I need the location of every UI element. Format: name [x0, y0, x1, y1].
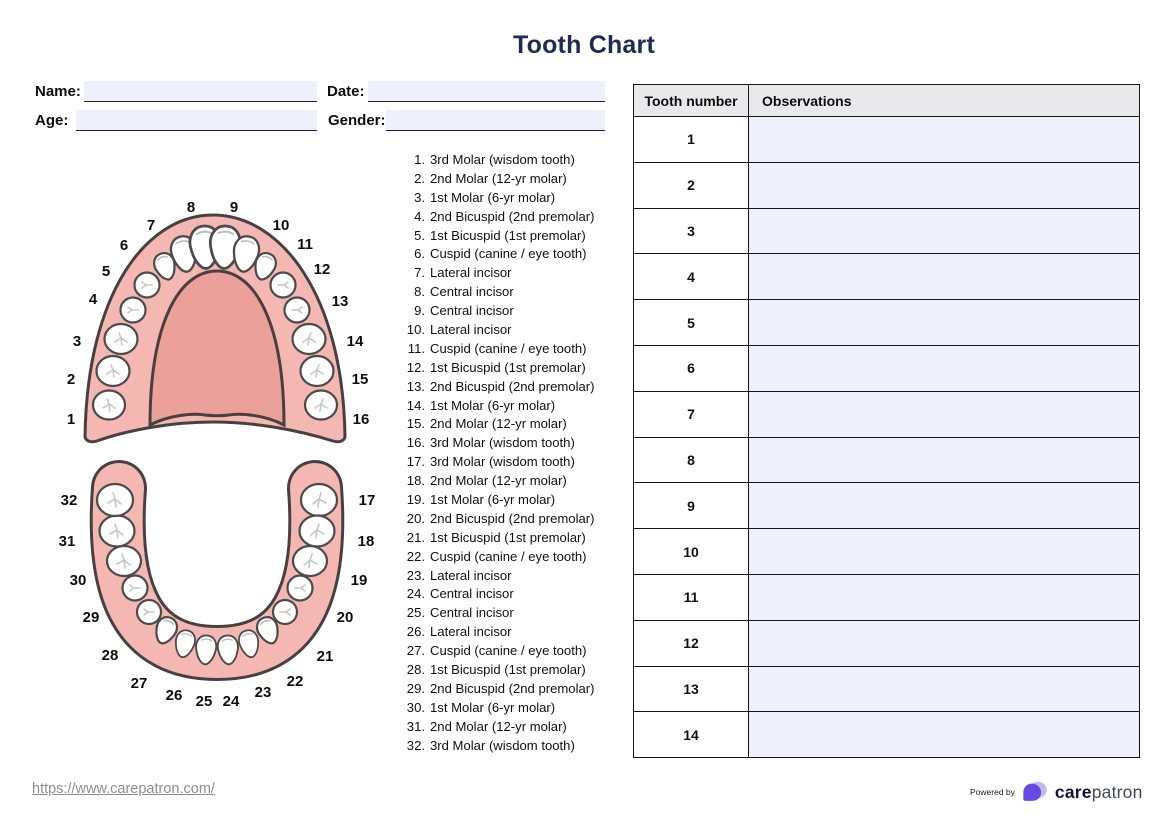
tooth-2: [97, 356, 130, 386]
tooth-number-cell: 2: [634, 162, 749, 208]
tooth-list-item: [399, 530, 614, 549]
list-item-number: 10.: [406, 322, 425, 338]
list-item-number: 23.: [406, 567, 425, 583]
tooth-list-item: [399, 549, 614, 568]
observation-cell[interactable]: [749, 529, 1140, 575]
list-item-name: 2nd Molar (12-yr molar): [430, 473, 567, 489]
tooth-number-label: 5: [101, 263, 111, 280]
list-item-name: Cuspid (canine / eye tooth): [430, 340, 587, 356]
table-row: [634, 117, 1140, 163]
list-item-name: 1st Molar (6-yr molar): [430, 699, 556, 715]
tooth-number-label: 16: [352, 411, 370, 428]
tooth-28: [137, 600, 161, 624]
observation-cell[interactable]: [749, 208, 1140, 254]
tooth-number-label: 13: [331, 293, 349, 310]
tooth-number-cell: 7: [634, 391, 749, 437]
tooth-list-item: [399, 643, 614, 662]
table-row: [634, 666, 1140, 712]
list-item-name: Central incisor: [430, 303, 514, 319]
table-row: [634, 254, 1140, 300]
tooth-32: [97, 484, 133, 516]
list-item-name: 1st Bicuspid (1st premolar): [430, 662, 586, 678]
list-item-number: 30.: [406, 699, 425, 715]
list-item-name: 1st Bicuspid (1st premolar): [430, 227, 586, 243]
tooth-21: [273, 600, 297, 624]
name-label: Name:: [35, 83, 81, 100]
date-label: Date:: [327, 83, 365, 100]
tooth-number-label: 7: [146, 217, 156, 234]
tooth-number-cell: 3: [634, 208, 749, 254]
age-label: Age:: [35, 112, 69, 129]
tooth-list-item: [399, 190, 614, 209]
tooth-number-cell: 6: [634, 345, 749, 391]
tooth-number-label: 4: [88, 291, 98, 308]
tooth-list-item: [399, 473, 614, 492]
list-item-number: 32.: [406, 737, 425, 753]
list-item-number: 6.: [414, 246, 425, 262]
tooth-14: [293, 324, 326, 354]
tooth-number-label: 9: [229, 199, 239, 216]
list-item-number: 13.: [406, 378, 425, 394]
tooth-20: [288, 576, 313, 601]
observation-cell[interactable]: [749, 300, 1140, 346]
table-row: [634, 529, 1140, 575]
observation-cell[interactable]: [749, 254, 1140, 300]
powered-by-label: Powered by: [970, 787, 1015, 797]
tooth-list-item: [399, 416, 614, 435]
tooth-list-item: [399, 700, 614, 719]
table-row: [634, 208, 1140, 254]
list-item-number: 3.: [414, 189, 425, 205]
observations-table: [633, 84, 1140, 758]
tooth-number-label: 31: [58, 533, 76, 550]
list-item-name: Cuspid (canine / eye tooth): [430, 246, 587, 262]
list-item-name: 3rd Molar (wisdom tooth): [430, 737, 575, 753]
powered-by-branding: [970, 777, 1143, 807]
list-item-number: 24.: [406, 586, 425, 602]
tooth-number-cell: 14: [634, 712, 749, 758]
tooth-list-item: [399, 265, 614, 284]
tooth-number-cell: 5: [634, 300, 749, 346]
tooth-30: [107, 546, 141, 576]
tooth-number-label: 14: [346, 333, 364, 350]
table-row: [634, 574, 1140, 620]
list-item-name: 2nd Bicuspid (2nd premolar): [430, 510, 595, 526]
list-item-name: 2nd Molar (12-yr molar): [430, 170, 567, 186]
table-row: [634, 483, 1140, 529]
table-row: [634, 345, 1140, 391]
tooth-number-label: 8: [186, 199, 196, 216]
carepatron-logo-icon: [1021, 778, 1049, 806]
upper-arch-diagram: [55, 195, 385, 445]
list-item-name: Central incisor: [430, 586, 514, 602]
observation-cell[interactable]: [749, 391, 1140, 437]
tooth-31: [100, 516, 135, 547]
name-input[interactable]: [84, 81, 317, 102]
table-row: [634, 437, 1140, 483]
list-item-number: 1.: [414, 152, 425, 167]
list-item-number: 18.: [406, 473, 425, 489]
tooth-number-label: 10: [272, 217, 290, 234]
tooth-list-item: [399, 209, 614, 228]
tooth-number-label: 18: [357, 533, 375, 550]
page-title: Tooth Chart: [513, 31, 655, 59]
tooth-17: [301, 484, 337, 516]
gender-label: Gender:: [328, 112, 386, 129]
tooth-number-label: 25: [195, 693, 213, 710]
tooth-list-item: [399, 605, 614, 624]
tooth-number-label: 1: [66, 411, 76, 428]
observation-cell[interactable]: [749, 483, 1140, 529]
tooth-list-item: [399, 681, 614, 700]
list-item-name: 1st Molar (6-yr molar): [430, 397, 556, 413]
tooth-5: [135, 273, 160, 298]
tooth-list-item: [399, 454, 614, 473]
tooth-number-cell: 12: [634, 620, 749, 666]
tooth-list-item: [399, 228, 614, 247]
list-item-number: 27.: [406, 643, 425, 659]
table-row: [634, 620, 1140, 666]
tooth-number-cell: 1: [634, 117, 749, 163]
tooth-number-cell: 9: [634, 483, 749, 529]
list-item-number: 16.: [406, 435, 425, 451]
tooth-list-item: [399, 303, 614, 322]
list-item-name: Cuspid (canine / eye tooth): [430, 548, 587, 564]
tooth-number-label: 3: [72, 333, 82, 350]
tooth-16: [305, 391, 337, 420]
observation-cell[interactable]: [749, 666, 1140, 712]
tooth-number-label: 26: [165, 687, 183, 704]
tooth-number-cell: 10: [634, 529, 749, 575]
tooth-29: [123, 576, 148, 601]
observations-header: Observations: [749, 85, 1140, 117]
list-item-name: 1st Bicuspid (1st premolar): [430, 359, 586, 375]
list-item-name: Central incisor: [430, 284, 514, 300]
table-row: [634, 712, 1140, 758]
table-row: [634, 391, 1140, 437]
observation-cell[interactable]: [749, 574, 1140, 620]
tooth-list-item: [399, 341, 614, 360]
tooth-number-label: 29: [82, 609, 100, 626]
list-item-number: 20.: [406, 510, 425, 526]
tooth-number-label: 30: [69, 572, 87, 589]
list-item-number: 17.: [406, 454, 425, 470]
list-item-number: 9.: [414, 303, 425, 319]
tooth-15: [301, 356, 334, 386]
tooth-list-item: [399, 492, 614, 511]
tooth-number-label: 17: [358, 492, 376, 509]
list-item-number: 12.: [406, 359, 425, 375]
tooth-number-label: 12: [313, 261, 331, 278]
list-item-name: Lateral incisor: [430, 624, 512, 640]
list-item-number: 5.: [414, 227, 425, 243]
tooth-list-item: [399, 738, 614, 757]
list-item-number: 28.: [406, 662, 425, 678]
list-item-name: 2nd Bicuspid (2nd premolar): [430, 680, 595, 696]
list-item-number: 8.: [414, 284, 425, 300]
list-item-number: 29.: [406, 680, 425, 696]
tooth-number-label: 21: [316, 648, 334, 665]
table-header-row: [634, 85, 1140, 117]
observation-cell[interactable]: [749, 437, 1140, 483]
tooth-number-cell: 8: [634, 437, 749, 483]
tooth-number-label: 15: [351, 371, 369, 388]
carepatron-url-link[interactable]: https://www.carepatron.com/: [32, 781, 215, 797]
tooth-number-label: 20: [336, 609, 354, 626]
list-item-number: 2.: [414, 170, 425, 186]
tooth-list-item: [399, 586, 614, 605]
table-row: [634, 162, 1140, 208]
list-item-name: Lateral incisor: [430, 567, 512, 583]
list-item-name: Central incisor: [430, 605, 514, 621]
list-item-name: 3rd Molar (wisdom tooth): [430, 152, 575, 167]
tooth-list-item: [399, 624, 614, 643]
observation-cell[interactable]: [749, 620, 1140, 666]
age-input[interactable]: [76, 110, 317, 131]
tooth-number-cell: 4: [634, 254, 749, 300]
observation-cell[interactable]: [749, 712, 1140, 758]
list-item-number: 19.: [406, 492, 425, 508]
list-item-number: 31.: [406, 718, 425, 734]
list-item-name: 1st Molar (6-yr molar): [430, 189, 556, 205]
brand-patron: patron: [1091, 781, 1143, 802]
carepatron-wordmark: [1055, 782, 1143, 803]
list-item-number: 21.: [406, 529, 425, 545]
tooth-list-item: [399, 360, 614, 379]
list-item-name: 3rd Molar (wisdom tooth): [430, 454, 575, 470]
tooth-list-item: [399, 398, 614, 417]
list-item-name: 2nd Bicuspid (2nd premolar): [430, 378, 595, 394]
list-item-number: 22.: [406, 548, 425, 564]
tooth-list-item: [399, 568, 614, 587]
tooth-number-label: 11: [297, 236, 313, 253]
list-item-number: 15.: [406, 416, 425, 432]
date-input[interactable]: [368, 81, 605, 102]
list-item-number: 11.: [407, 340, 425, 356]
tooth-number-label: 27: [130, 675, 148, 692]
tooth-number-label: 2: [66, 371, 76, 388]
tooth-19: [293, 546, 327, 576]
tooth-number-label: 19: [350, 572, 368, 589]
tooth-3: [105, 324, 138, 354]
observation-cell[interactable]: [749, 117, 1140, 163]
list-item-name: Lateral incisor: [430, 322, 512, 338]
tooth-number-label: 6: [119, 237, 129, 254]
tooth-number-label: 22: [286, 673, 304, 690]
observation-cell[interactable]: [749, 345, 1140, 391]
list-item-number: 25.: [406, 605, 425, 621]
tooth-number-label: 24: [222, 693, 240, 710]
tooth-list-item: [399, 171, 614, 190]
list-item-name: Cuspid (canine / eye tooth): [430, 643, 587, 659]
list-item-number: 26.: [406, 624, 425, 640]
tooth-4: [121, 298, 146, 323]
table-row: [634, 300, 1140, 346]
tooth-list-item: [399, 152, 614, 171]
tooth-list-item: [399, 284, 614, 303]
tooth-12: [271, 273, 296, 298]
list-item-name: 2nd Molar (12-yr molar): [430, 416, 567, 432]
tooth-list-item: [399, 322, 614, 341]
tooth-list-item: [399, 662, 614, 681]
list-item-number: 14.: [406, 397, 425, 413]
tooth-list-item: [399, 435, 614, 454]
list-item-number: 4.: [414, 208, 425, 224]
list-item-name: 1st Molar (6-yr molar): [430, 492, 556, 508]
brand-care: care: [1054, 781, 1092, 802]
tooth-1: [93, 391, 125, 420]
tooth-number-cell: 11: [634, 574, 749, 620]
list-item-number: 7.: [414, 265, 425, 281]
tooth-number-label: 23: [254, 684, 272, 701]
tooth-name-list: [399, 152, 614, 757]
tooth-number-cell: 13: [634, 666, 749, 712]
observation-cell[interactable]: [749, 162, 1140, 208]
tooth-list-item: [399, 719, 614, 738]
list-item-name: 1st Bicuspid (1st premolar): [430, 529, 586, 545]
list-item-name: 2nd Molar (12-yr molar): [430, 718, 567, 734]
list-item-name: 2nd Bicuspid (2nd premolar): [430, 208, 595, 224]
tooth-list-item: [399, 511, 614, 530]
gender-input[interactable]: [386, 110, 605, 131]
list-item-name: 3rd Molar (wisdom tooth): [430, 435, 575, 451]
tooth-13: [285, 298, 310, 323]
list-item-name: Lateral incisor: [430, 265, 512, 281]
tooth-number-label: 28: [101, 647, 119, 664]
tooth-18: [300, 516, 335, 547]
tooth-number-header: Tooth number: [634, 85, 749, 117]
tooth-list-item: [399, 246, 614, 265]
lower-arch-diagram: [55, 455, 385, 715]
tooth-number-label: 32: [60, 492, 78, 509]
tooth-list-item: [399, 379, 614, 398]
